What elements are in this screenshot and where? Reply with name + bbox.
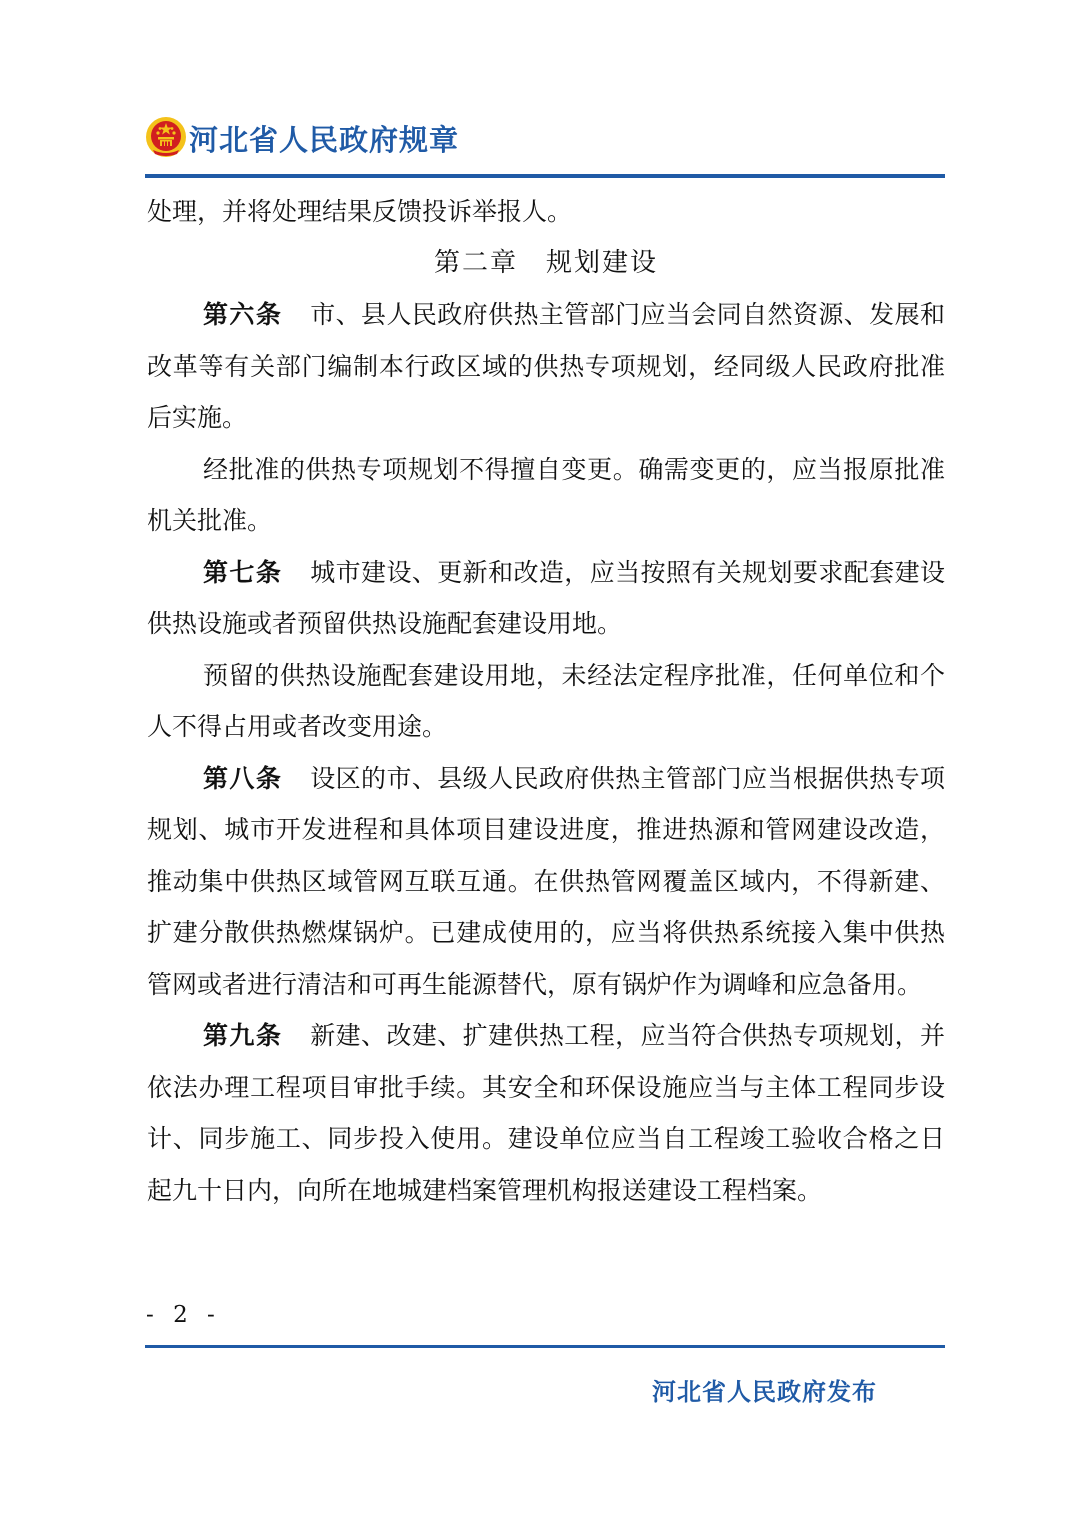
article-9-paragraph-1 [147,1010,945,1216]
page-header [145,112,945,162]
article-6-label: 第六条 [203,300,283,329]
chapter-title: 第二章 规划建设 [433,247,658,278]
article-8-paragraph-1 [147,753,945,1011]
article-6-paragraph-1 [147,289,945,444]
footer-divider [145,1345,945,1348]
article-7-text-1: 城市建设、更新和改造，应当按照有关规划要求配套建设供热设施或者预留供热设施配套建设用地。 [147,557,945,638]
article-8-text-1: 设区的市、县级人民政府供热主管部门应当根据供热专项规划、城市开发进程和具体项目建设进度，推进热源和管网建设改造，推动集中供热区域管网互联互通。在供热管网覆盖区域内，不得新建、扩建分散供热燃煤锅炉。已建成使用的，应当将供热系统接入集中供热管网或者进行清洁和可再生能源替代，原有锅炉作为调峰和应急备用。 [147,763,945,999]
article-9-label: 第九条 [203,1021,283,1050]
article-8-label: 第八条 [203,763,283,793]
footer-publisher: 河北省人民政府发布 [652,1378,877,1406]
article-6-text-1: 市、县人民政府供热主管部门应当会同自然资源、发展和改革等有关部门编制本行政区域的供热专项规划，经同级人民政府批准后实施。 [147,300,945,432]
header-divider [145,174,945,178]
page-number: - 2 - [146,1302,221,1328]
header-title: 河北省人民政府规章 [189,123,460,157]
article-6-paragraph-2: 经批准的供热专项规划不得擅自变更。确需变更的，应当报原批准机关批准。 [147,454,945,535]
continuation-paragraph: 处理，并将处理结果反馈投诉举报人。 [147,197,573,226]
document-body [147,186,945,1216]
article-7-paragraph-2: 预留的供热设施配套建设用地，未经法定程序批准，任何单位和个人不得占用或者改变用途。 [147,660,945,741]
national-emblem-icon [145,116,187,158]
article-9-text-1: 新建、改建、扩建供热工程，应当符合供热专项规划，并依法办理工程项目审批手续。其安全和环保设施应当与主体工程同步设计、同步施工、同步投入使用。建设单位应当自工程竣工验收合格之日起九十日内，向所在地城建档案管理机构报送建设工程档案。 [147,1021,945,1205]
article-7-paragraph-1 [147,547,945,650]
article-7-label: 第七条 [203,557,283,587]
